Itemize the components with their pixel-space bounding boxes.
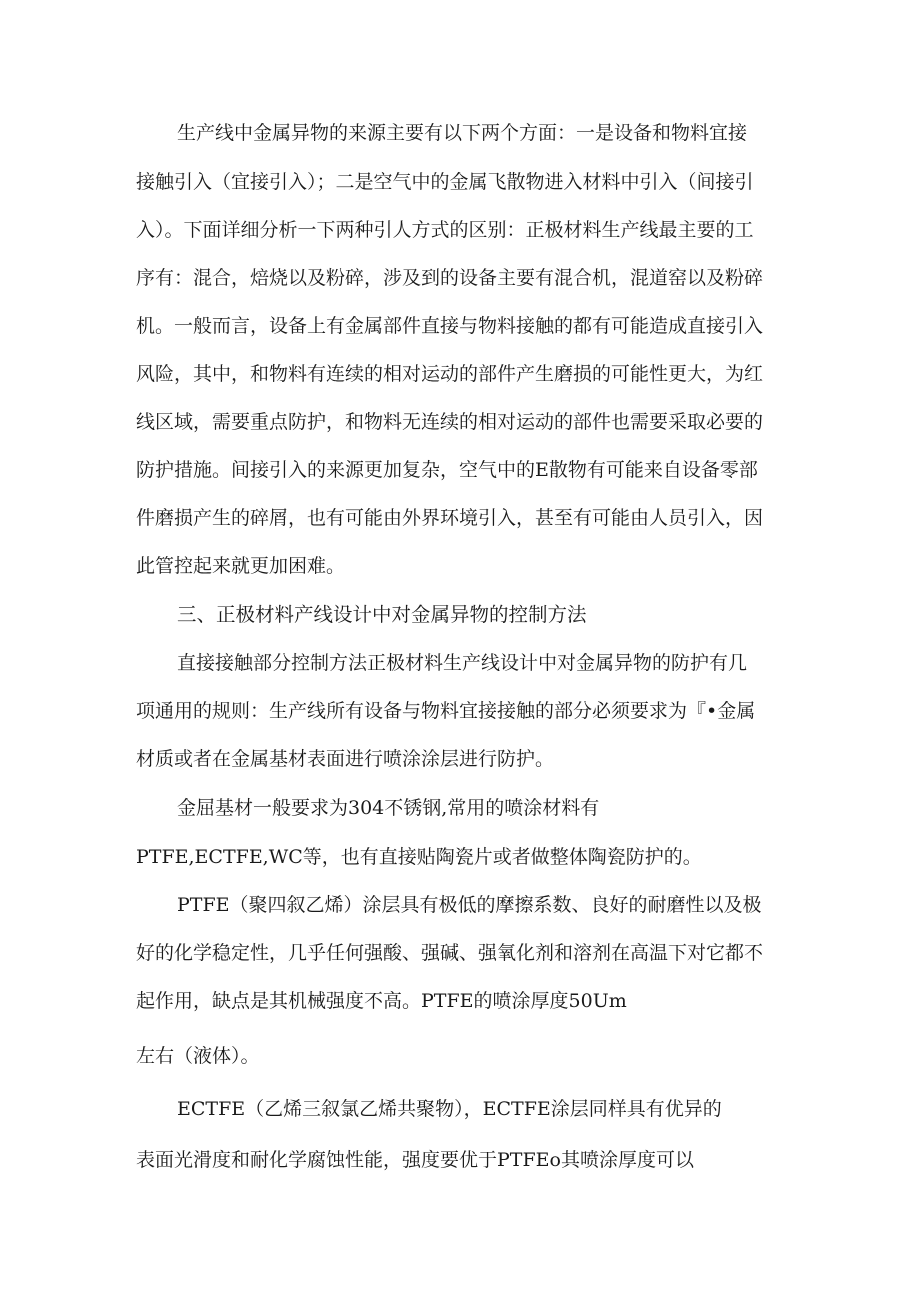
text-line: 此管控起来就更加困难。: [136, 555, 346, 577]
text-line: 材质或者在金属基材表面进行喷涂涂层进行防护。: [136, 748, 555, 770]
text-line: 防护措施。间接引入的来源更加复杂，空气中的E散物有可能来自设备零部: [136, 459, 758, 481]
text-line: PTFE（聚四叙乙烯）涂层具有极低的摩擦系数、良好的耐磨性以及极: [177, 894, 762, 916]
text-line: 直接接触部分控制方法正极材料生产线设计中对金属异物的防护有几: [177, 652, 748, 674]
text-line: 左右（液体）。: [136, 1045, 260, 1067]
text-line: 机。一般而言，设备上有金属部件直接与物料接触的都有可能造成直接引入: [136, 315, 764, 337]
text-line: ECTFE（乙烯三叙氯乙烯共聚物），ECTFE涂层同样具有优异的: [177, 1098, 722, 1120]
text-line: 风险，其中，和物料有连续的相对运动的部件产生磨损的可能性更大，为红: [136, 363, 764, 385]
text-line: 项通用的规则：生产线所有设备与物料宜接接触的部分必须要求为『•金属: [136, 700, 756, 722]
text-line: PTFE,ECTFE,WC等，也有直接贴陶瓷片或者做整体陶瓷防护的。: [136, 846, 702, 868]
text-line: 生产线中金属异物的来源主要有以下两个方面：一是设备和物料宜接: [177, 122, 748, 144]
text-line: 表面光滑度和耐化学腐蚀性能，强度要优于PTFEo其喷涂厚度可以: [136, 1149, 694, 1171]
text-line: 金屈基材一般要求为304不锈钢,常用的喷涂材料有: [177, 797, 600, 819]
section-heading: 三、正极材料产线设计中对金属异物的控制方法: [177, 603, 587, 626]
text-line: 起作用，缺点是其机械强度不高。PTFE的喷涂厚度50Um: [136, 990, 627, 1012]
text-line: 接触引入（宜接引入）；二是空气中的金属飞散物进入材料中引入（间接引: [136, 171, 754, 193]
text-line: 件磨损产生的碎屑，也有可能由外界环境引入，甚至有可能由人员引入，因: [136, 507, 764, 529]
text-line: 好的化学稳定性，几乎任何强酸、强碱、强氧化剂和溶剂在高温下对它都不: [136, 942, 764, 964]
text-line: 序有：混合，焙烧以及粉碎，涉及到的设备主要有混合机，混道窑以及粉碎: [136, 267, 764, 289]
text-line: 线区域，需要重点防护，和物料无连续的相对运动的部件也需要采取必要的: [136, 411, 764, 433]
text-line: 入）。下面详细分析一下两种引人方式的区别：正极材料生产线最主要的工: [136, 219, 754, 241]
